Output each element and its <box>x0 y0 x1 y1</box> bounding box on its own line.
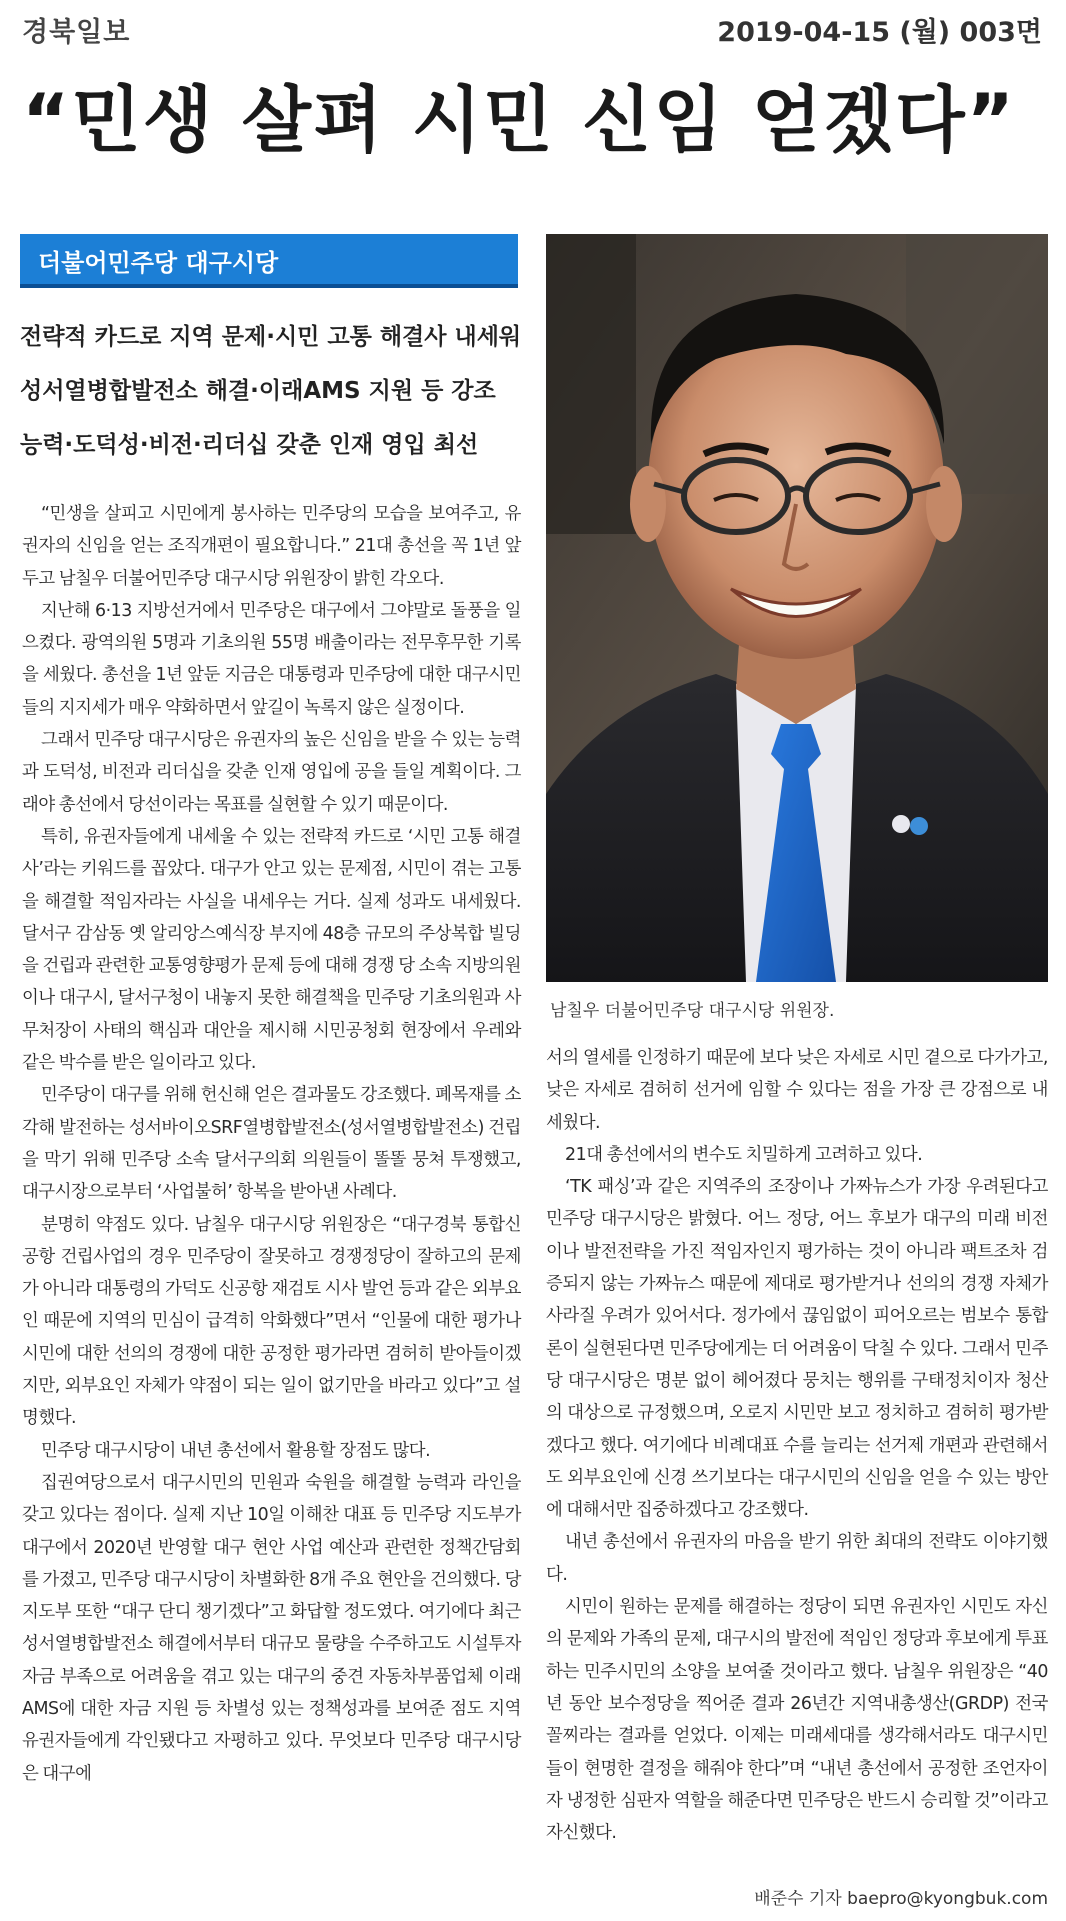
issue-date-page: 2019-04-15 (월) 003면 <box>717 17 1042 48</box>
body-paragraph: 지난해 6·13 지방선거에서 민주당은 대구에서 그야말로 돌풍을 일으켰다. 광역의원 5명과 기초의원 55명 배출이라는 전무후무한 기록을 세웠다. 총선을 1년 앞둔 지금은 대통령과 민주당에 대한 대구시민들의 지지세가 매우 약화하면서 앞길이 녹록지 않은 실정이다. <box>22 600 521 718</box>
portrait-photo <box>546 234 1048 982</box>
reporter-byline: 배준수 기자 baepro@kyongbuk.com <box>754 1889 1048 1909</box>
body-paragraph: ‘TK 패싱’과 같은 지역주의 조장이나 가짜뉴스가 가장 우려된다고 민주당 대구시당은 밝혔다. 어느 정당, 어느 후보가 대구의 미래 비전이나 발전전략을 가진 적임자인지 평가하는 것이 아니라 팩트조차 검증되지 않는 가짜뉴스 때문에 제대로 평가받거나 선의의 경쟁 자체가 사라질 우려가 있어서다. 정가에서 끊임없이 피어오르는 범보수 통합론이 실현된다면 민주당에게는 더 어려움이 닥칠 수 있다. 그래서 민주당 대구시당은 명분 없이 헤어졌다 뭉치는 행위를 구태정치이자 청산의 대상으로 규정했으며, 오로지 시민만 보고 정치하고 겸허히 평가받겠다고 했다. 여기에다 비례대표 수를 늘리는 선거제 개편과 관련해서도 외부요인에 신경 쓰기보다는 대구시민의 신임을 얻을 수 있는 방안에 대해서만 집중하겠다고 강조했다. <box>546 1177 1048 1521</box>
body-paragraph: 그래서 민주당 대구시당은 유권자의 높은 신임을 받을 수 있는 능력과 도덕성, 비전과 리더십을 갖춘 인재 영입에 공을 들일 계획이다. 그래야 총선에서 당선이라는 목표를 실현할 수 있기 때문이다. <box>22 730 521 815</box>
body-paragraph: “민생을 살피고 시민에게 봉사하는 민주당의 모습을 보여주고, 유권자의 신임을 얻는 조직개편이 필요합니다.” 21대 총선을 꼭 1년 앞두고 남칠우 더불어민주당 대구시당 위원장이 밝힌 각오다. <box>22 504 521 589</box>
body-paragraph: 서의 열세를 인정하기 때문에 보다 낮은 자세로 시민 곁으로 다가가고, 낮은 자세로 겸허히 선거에 임할 수 있다는 점을 가장 큰 강점으로 내세웠다. <box>546 1048 1048 1133</box>
body-paragraph: 21대 총선에서의 변수도 치밀하게 고려하고 있다. <box>565 1144 923 1165</box>
photo-caption: 남칠우 더불어민주당 대구시당 위원장. <box>550 1001 835 1021</box>
body-paragraph: 민주당이 대구를 위해 헌신해 얻은 결과물도 강조했다. 폐목재를 소각해 발전하는 성서바이오SRF열병합발전소(성서열병합발전소) 건립을 막기 위해 민주당 소속 달서구의회 의원들이 똘똘 뭉쳐 투쟁했고, 대구시장으로부터 ‘사업불허’ 항복을 받아낸 사례다. <box>22 1085 521 1203</box>
body-paragraph: 분명히 약점도 있다. 남칠우 대구시당 위원장은 “대구경북 통합신공항 건립사업의 경우 민주당이 잘못하고 경쟁정당이 잘하고의 문제가 아니라 대통령의 가덕도 신공항 재검토 시사 발언 등과 같은 외부요인 때문에 지역의 민심이 급격히 악화했다”면서 “인물에 대한 평가나 시민에 대한 선의의 경쟁에 대한 공정한 평가라면 겸허히 받아들이겠지만, 외부요인 자체가 약점이 되는 일이 없기만을 바라고 있다”고 설명했다. <box>22 1214 521 1429</box>
subheadline: 능력·도덕성·비전·리더십 갖춘 인재 영입 최선 <box>20 432 479 458</box>
subheadline: 성서열병합발전소 해결·이래AMS 지원 등 강조 <box>20 378 496 404</box>
body-paragraph: 특히, 유권자들에게 내세울 수 있는 전략적 카드로 ‘시민 고통 해결사’라는 키워드를 꼽았다. 대구가 안고 있는 문제점, 시민이 겪는 고통을 해결할 적임자라는 사실을 내세우는 거다. 실제 성과도 내세웠다. 달서구 감삼동 옛 알리앙스예식장 부지에 48층 규모의 주상복합 빌딩을 건립과 관련한 교통영향평가 문제 등에 대해 경쟁 당 소속 지방의원이나 대구시, 달서구청이 내놓지 못한 해결책을 민주당 기초의원과 사무처장이 사태의 핵심과 대안을 제시해 시민공청회 현장에서 우레와 같은 박수를 받은 일이라고 있다. <box>22 826 521 1074</box>
body-paragraph: 내년 총선에서 유권자의 마음을 받기 위한 최대의 전략도 이야기했다. <box>546 1532 1048 1585</box>
subheadline: 전략적 카드로 지역 문제·시민 고통 해결사 내세워 <box>20 324 522 350</box>
section-label: 더불어민주당 대구시당 <box>38 249 279 277</box>
article-body-column-1 <box>22 498 521 1790</box>
article-headline: “민생 살펴 시민 신임 얻겠다” <box>22 78 1016 162</box>
body-paragraph: 민주당 대구시당이 내년 총선에서 활용할 장점도 많다. <box>41 1440 431 1461</box>
body-paragraph: 집권여당으로서 대구시민의 민원과 숙원을 해결할 능력과 라인을 갖고 있다는 점이다. 실제 지난 10일 이해찬 대표 등 민주당 지도부가 대구에서 2020년 반영할 대구 현안 사업 예산과 관련한 정책간담회를 가졌고, 민주당 대구시당이 차별화한 8개 주요 현안을 건의했다. 당 지도부 또한 “대구 단디 챙기겠다”고 화답할 정도였다. 여기에다 최근 성서열병합발전소 해결에서부터 대규모 물량을 수주하고도 시설투자자금 부족으로 어려움을 겪고 있는 대구의 중견 자동차부품업체 이래AMS에 대한 자금 지원 등 차별성 있는 정책성과를 보여준 점도 지역 유권자들에게 각인됐다고 자평하고 있다. 무엇보다 민주당 대구시당은 대구에 <box>22 1472 521 1784</box>
body-paragraph: 시민이 원하는 문제를 해결하는 정당이 되면 유권자인 시민도 자신의 문제와 가족의 문제, 대구시의 발전에 적임인 정당과 후보에게 투표하는 민주시민의 소양을 보여줄 것이라고 했다. 남칠우 위원장은 “40년 동안 보수정당을 찍어준 결과 26년간 지역내총생산(GRDP) 전국 꼴찌라는 결과를 얻었다. 이제는 미래세대를 생각해서라도 대구시민들이 현명한 결정을 해줘야 한다”며 “내년 총선에서 공정한 조언자이자 냉정한 심판자 역할을 해준다면 민주당은 반드시 승리할 것”이라고 자신했다. <box>546 1597 1048 1844</box>
subheadline-list <box>20 322 530 484</box>
newspaper-name: 경북일보 <box>22 17 131 48</box>
masthead <box>0 0 1066 52</box>
section-banner <box>20 234 518 288</box>
portrait-illustration <box>546 234 1048 982</box>
article-body-column-2 <box>546 1042 1048 1849</box>
